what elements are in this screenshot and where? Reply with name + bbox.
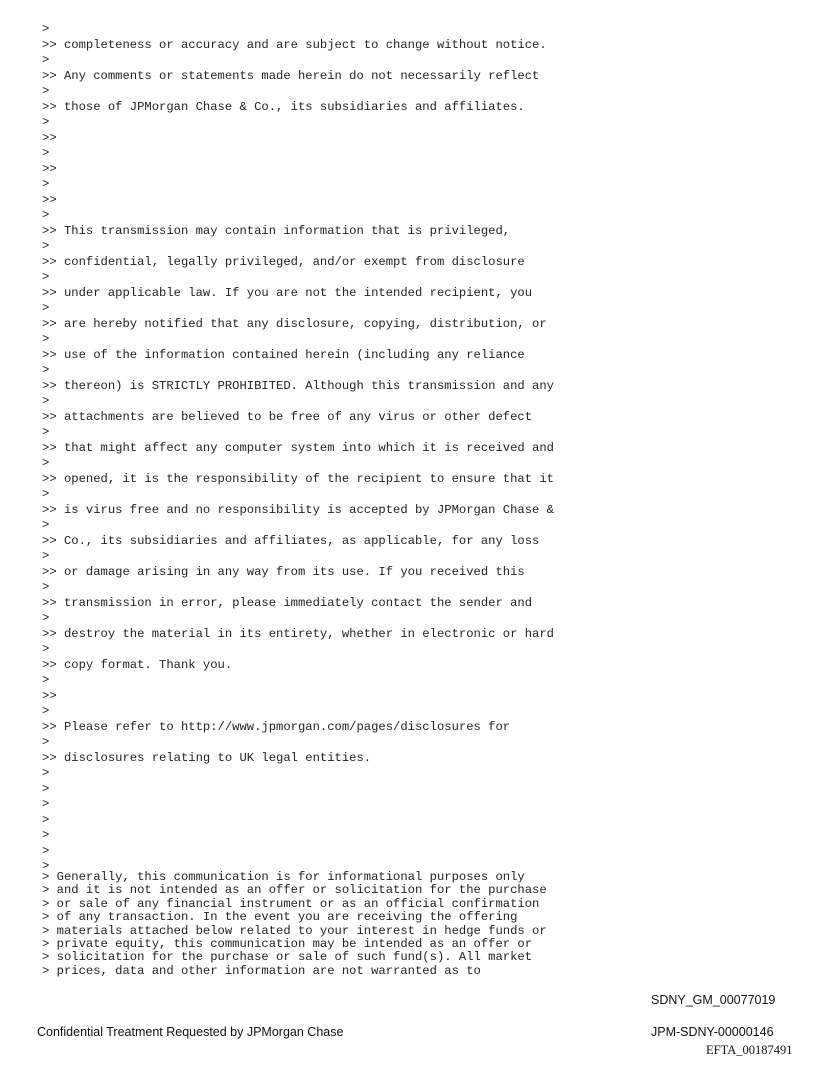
text-line: > (42, 781, 50, 796)
text-line: > (42, 859, 50, 873)
text-line: >> copy format. Thank you. (42, 657, 233, 672)
text-line: > (42, 487, 50, 501)
text-line: > solicitation for the purchase or sale of such fund(s). All market (42, 950, 533, 965)
text-line: > (42, 208, 50, 222)
text-line: > (42, 642, 50, 656)
text-line: > materials attached below related to your interest in hedge funds or (42, 923, 547, 938)
text-line: > and it is not intended as an offer or solicitation for the purchase (42, 883, 547, 898)
email-body-upper (42, 22, 554, 875)
text-line: > (42, 611, 50, 625)
text-line: > (42, 518, 50, 532)
text-line: > (42, 549, 50, 563)
text-line: >> (42, 192, 57, 207)
text-line: >> Co., its subsidiaries and affiliates, as applicable, for any loss (42, 533, 540, 548)
text-line: >> are hereby notified that any disclosure, copying, distribution, or (42, 316, 547, 331)
text-line: > (42, 735, 50, 749)
text-line: > (42, 84, 50, 98)
text-line: >> destroy the material in its entirety, whether in electronic or hard (42, 626, 554, 641)
text-line: > (42, 812, 50, 827)
text-line: >> attachments are believed to be free of any virus or other defect (42, 409, 533, 424)
text-line: > (42, 673, 50, 687)
text-line: > Generally, this communication is for informational purposes only (42, 870, 525, 884)
text-line: >> that might affect any computer system into which it is received and (42, 440, 554, 455)
text-line: > (42, 53, 50, 67)
email-body-lower (42, 871, 547, 978)
text-line: > (42, 146, 50, 160)
text-line: > (42, 363, 50, 377)
text-line: >> is virus free and no responsibility is accepted by JPMorgan Chase & (42, 502, 554, 517)
text-line: >> This transmission may contain information that is privileged, (42, 223, 511, 238)
text-line: >> opened, it is the responsibility of the recipient to ensure that it (42, 471, 554, 486)
text-line: > (42, 843, 50, 858)
text-line: >> (42, 130, 57, 145)
text-line: >> thereon) is STRICTLY PROHIBITED. Although this transmission and any (42, 378, 554, 393)
text-line: >> confidential, legally privileged, and/or exempt from disclosure (42, 254, 525, 269)
text-line: > of any transaction. In the event you are receiving the offering (42, 910, 518, 925)
bates-number-sdny: SDNY_GM_00077019 (651, 993, 776, 1007)
text-line: >> transmission in error, please immediately contact the sender and (42, 595, 533, 610)
text-line: > (42, 177, 50, 191)
text-line: > (42, 115, 50, 129)
text-line: >> use of the information contained herein (including any reliance (42, 347, 525, 362)
text-line: >> (42, 688, 57, 703)
text-line: >> disclosures relating to UK legal entities. (42, 750, 372, 765)
text-line: >> under applicable law. If you are not the intended recipient, you (42, 285, 533, 300)
text-line: > (42, 270, 50, 284)
text-line: >> those of JPMorgan Chase & Co., its subsidiaries and affiliates. (42, 99, 525, 114)
text-line: > (42, 239, 50, 253)
text-line: > (42, 301, 50, 315)
text-line: > (42, 580, 50, 594)
text-line: > (42, 394, 50, 408)
text-line: > (42, 456, 50, 470)
confidential-notice: Confidential Treatment Requested by JPMorgan Chase (37, 1025, 344, 1039)
bates-number-jpm: JPM-SDNY-00000146 (651, 1025, 774, 1039)
text-line: >> Please refer to http://www.jpmorgan.com/pages/disclosures for (42, 719, 511, 734)
text-line: >> Any comments or statements made herein do not necessarily reflect (42, 68, 540, 83)
text-line: > or sale of any financial instrument or as an official confirmation (42, 896, 540, 911)
text-line: >> completeness or accuracy and are subject to change without notice. (42, 37, 547, 52)
text-line: > prices, data and other information are not warranted as to (42, 963, 481, 978)
text-line: >> (42, 161, 57, 176)
text-line: > (42, 425, 50, 439)
text-line: > (42, 22, 50, 36)
text-line: > (42, 332, 50, 346)
text-line: > private equity, this communication may be intended as an offer or (42, 936, 533, 951)
text-line: > (42, 797, 50, 811)
text-line: > (42, 704, 50, 718)
text-line: > (42, 828, 50, 842)
efta-number: EFTA_00187491 (706, 1043, 793, 1057)
text-line: > (42, 766, 50, 780)
text-line: >> or damage arising in any way from its use. If you received this (42, 564, 525, 579)
